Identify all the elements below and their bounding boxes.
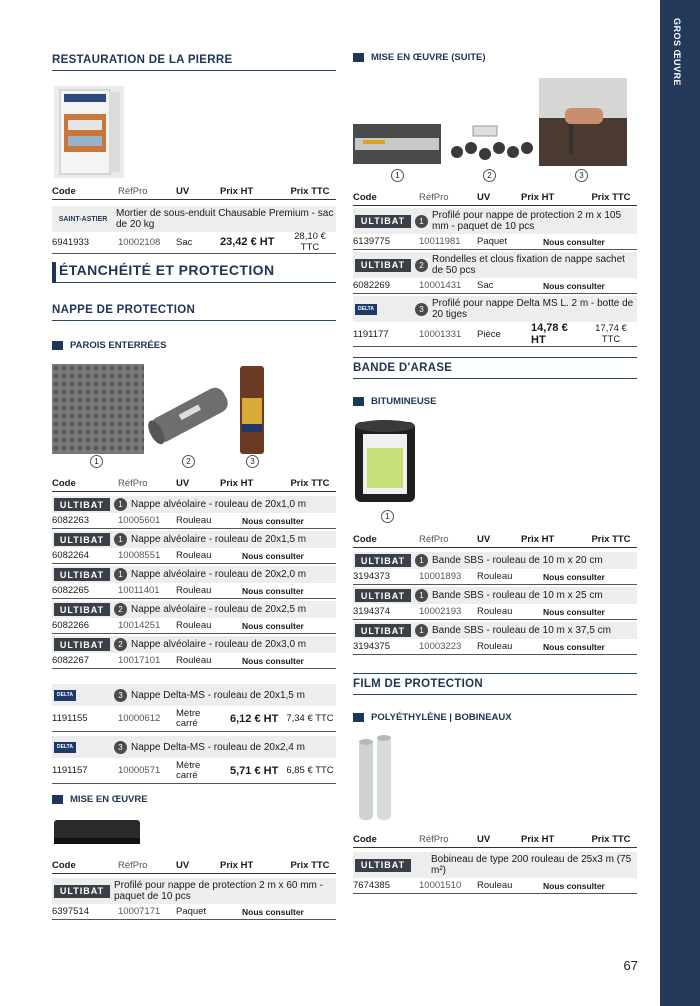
photo-number: 2 [483, 169, 496, 182]
delta-logo: DELTA [54, 690, 76, 701]
ultibat-logo: ULTIBAT [355, 215, 411, 228]
product-name: Nappe alvéolaire - rouleau de 20x2,0 m [131, 569, 307, 580]
product-name-row [52, 206, 336, 232]
photo-number: 1 [381, 510, 394, 523]
ultibat-logo: ULTIBAT [355, 624, 411, 637]
product-name: Nappe alvéolaire - rouleau de 20x1,0 m [131, 499, 307, 510]
product-item: ULTIBAT Profilé pour nappe de protection 2 m x 60 mm - paquet de 10 pcs 6397514 10007171 Paquet Nous consulter [52, 876, 336, 920]
brand-logo: SAINT-ASTIER [58, 215, 108, 223]
table-header: Code RéfPro UV Prix HT Prix TTC [52, 186, 336, 200]
section-title-nappe: NAPPE DE PROTECTION [52, 304, 336, 321]
product-name: Bande SBS - rouleau de 10 m x 20 cm [432, 555, 603, 566]
product-name: Bande SBS - rouleau de 10 m x 37,5 cm [432, 625, 611, 636]
ultibat-logo: ULTIBAT [54, 498, 110, 511]
subtitle-bitumineuse: BITUMINEUSE [353, 396, 637, 407]
table-header: Code RéfPro UV Prix HT Prix TTC [52, 860, 336, 874]
nappe-product-list [52, 494, 336, 669]
delta-logo: DELTA [54, 742, 76, 753]
product-name: Nappe alvéolaire - rouleau de 20x1,5 m [131, 534, 307, 545]
ultibat-logo: ULTIBAT [355, 859, 411, 872]
product-item: ULTIBAT 2 Rondelles et clous fixation de nappe sachet de 50 pcs 6082269 10001431 Sac Nous consulter [353, 252, 637, 294]
product-item: DELTA 3 Profilé pour nappe Delta MS L. 2 m - botte de 20 tiges 1191177 10001331 Pièce 14,78 € HT 17,74 € TTC [353, 296, 637, 347]
subtitle-polyethylene: POLYÉTHYLÈNE | BOBINEAUX [353, 712, 637, 723]
product-name: Profilé pour nappe Delta MS L. 2 m - botte de 20 tiges [432, 298, 634, 320]
side-tab-label: GROS ŒUVRE [672, 18, 682, 87]
nappe-roll-photo [144, 380, 234, 450]
photo-number: 1 [90, 455, 103, 468]
product-item: ULTIBAT 1 Nappe alvéolaire - rouleau de 20x1,0 m 6082263 10005601 Rouleau Nous consulter [52, 496, 336, 529]
product-name: Nappe alvéolaire - rouleau de 20x3,0 m [131, 639, 307, 650]
ultibat-logo: ULTIBAT [54, 638, 110, 651]
product-item: ULTIBAT Bobineau de type 200 rouleau de 25x3 m (75 m²) 7674385 10001510 Rouleau Nous consulter [353, 850, 637, 894]
product-name: Mortier de sous-enduit Chausable Premium - sac de 20 kg [116, 208, 334, 230]
product-item: ULTIBAT 1 Nappe alvéolaire - rouleau de 20x1,5 m 6082264 10008551 Rouleau Nous consulter [52, 531, 336, 564]
ultibat-logo: ULTIBAT [54, 568, 110, 581]
product-item: ULTIBAT 2 Nappe alvéolaire - rouleau de 20x3,0 m 6082267 10017101 Rouleau Nous consulter [52, 636, 336, 669]
saint-astier-bag-photo [54, 86, 124, 178]
product-name: Bobineau de type 200 rouleau de 25x3 m (75 m²) [431, 854, 632, 876]
subtitle-parois: PAROIS ENTERRÉES [52, 340, 336, 351]
photo-number: 3 [246, 455, 259, 468]
product-item: DELTA 3 Nappe Delta-MS - rouleau de 20x2,4 m 1191157 10000571 Mètre carré 5,71 € HT 6,85 € TTC [52, 736, 336, 784]
nappe-alveolaire-photo [52, 364, 144, 454]
product-item: ULTIBAT 2 Nappe alvéolaire - rouleau de 20x2,5 m 6082266 10014251 Rouleau Nous consulter [52, 601, 336, 634]
product-item: ULTIBAT 1 Profilé pour nappe de protection 2 m x 105 mm - paquet de 10 pcs 6139775 10011981 Paquet Nous consulter [353, 208, 637, 250]
product-name: Nappe Delta-MS - rouleau de 20x1,5 m [131, 689, 305, 701]
ultibat-logo: ULTIBAT [54, 885, 110, 898]
delta-logo: DELTA [355, 304, 377, 315]
mise-suite-product-list [353, 206, 637, 347]
bande-product-list [353, 550, 637, 655]
photo-number: 2 [182, 455, 195, 468]
bobineau-photo [353, 734, 413, 824]
side-tab [660, 0, 700, 1006]
product-name: Profilé pour nappe de protection 2 m x 60 mm - paquet de 10 pcs [114, 880, 323, 902]
table-header: Code RéfPro UV Prix HT Prix TTC [52, 478, 336, 492]
product-item: DELTA 3 Nappe Delta-MS - rouleau de 20x1,5 m 1191155 10000612 Mètre carré 6,12 € HT 7,34 € TTC [52, 684, 336, 732]
photo-number: 3 [575, 169, 588, 182]
section-title-etancheite: ÉTANCHÉITÉ ET PROTECTION [52, 262, 336, 283]
page-number: 67 [623, 958, 638, 973]
table-header: Code RéfPro UV Prix HT Prix TTC [353, 834, 637, 848]
product-item: ULTIBAT 1 Bande SBS - rouleau de 10 m x 25 cm 3194374 10002193 Rouleau Nous consulter [353, 587, 637, 620]
product-item: ULTIBAT 1 Bande SBS - rouleau de 10 m x 20 cm 3194373 10001893 Rouleau Nous consulter [353, 552, 637, 585]
table-header: Code RéfPro UV Prix HT Prix TTC [353, 534, 637, 548]
product-item: ULTIBAT 1 Nappe alvéolaire - rouleau de 20x2,0 m 6082265 10011401 Rouleau Nous consulter [52, 566, 336, 599]
table-header: Code RéfPro UV Prix HT Prix TTC [353, 192, 637, 206]
ultibat-logo: ULTIBAT [54, 533, 110, 546]
ultibat-logo: ULTIBAT [355, 259, 411, 272]
delta-product-list [52, 682, 336, 784]
installation-photo [539, 78, 627, 166]
product-price-row: 6941933 10002108 Sac 23,42 € HT 28,10 € TTC [52, 231, 336, 254]
bande-roll-photo [353, 418, 417, 506]
product-name: Rondelles et clous fixation de nappe sachet de 50 pcs [432, 254, 625, 276]
ultibat-logo: ULTIBAT [355, 589, 411, 602]
product-name: Nappe alvéolaire - rouleau de 20x2,5 m [131, 604, 307, 615]
section-title-film: FILM DE PROTECTION [353, 673, 637, 695]
photo-number: 1 [391, 169, 404, 182]
subtitle-mise-suite: MISE EN ŒUVRE (SUITE) [353, 52, 637, 63]
product-name: Profilé pour nappe de protection 2 m x 105 mm - paquet de 10 pcs [432, 210, 622, 232]
product-name: Bande SBS - rouleau de 10 m x 25 cm [432, 590, 603, 601]
section-title-bande: BANDE D'ARASE [353, 357, 637, 379]
profile-photo [52, 816, 142, 850]
ultibat-logo: ULTIBAT [355, 554, 411, 567]
subtitle-mise-en-oeuvre: MISE EN ŒUVRE [52, 794, 336, 805]
washers-photo [445, 122, 537, 166]
profile-bar-photo [353, 124, 441, 164]
delta-ms-roll-photo [238, 364, 268, 456]
ultibat-logo: ULTIBAT [54, 603, 110, 616]
product-name: Nappe Delta-MS - rouleau de 20x2,4 m [131, 741, 305, 753]
product-item: ULTIBAT 1 Bande SBS - rouleau de 10 m x 37,5 cm 3194375 10003223 Rouleau Nous consulter [353, 622, 637, 655]
section-title-restauration: RESTAURATION DE LA PIERRE [52, 54, 336, 71]
